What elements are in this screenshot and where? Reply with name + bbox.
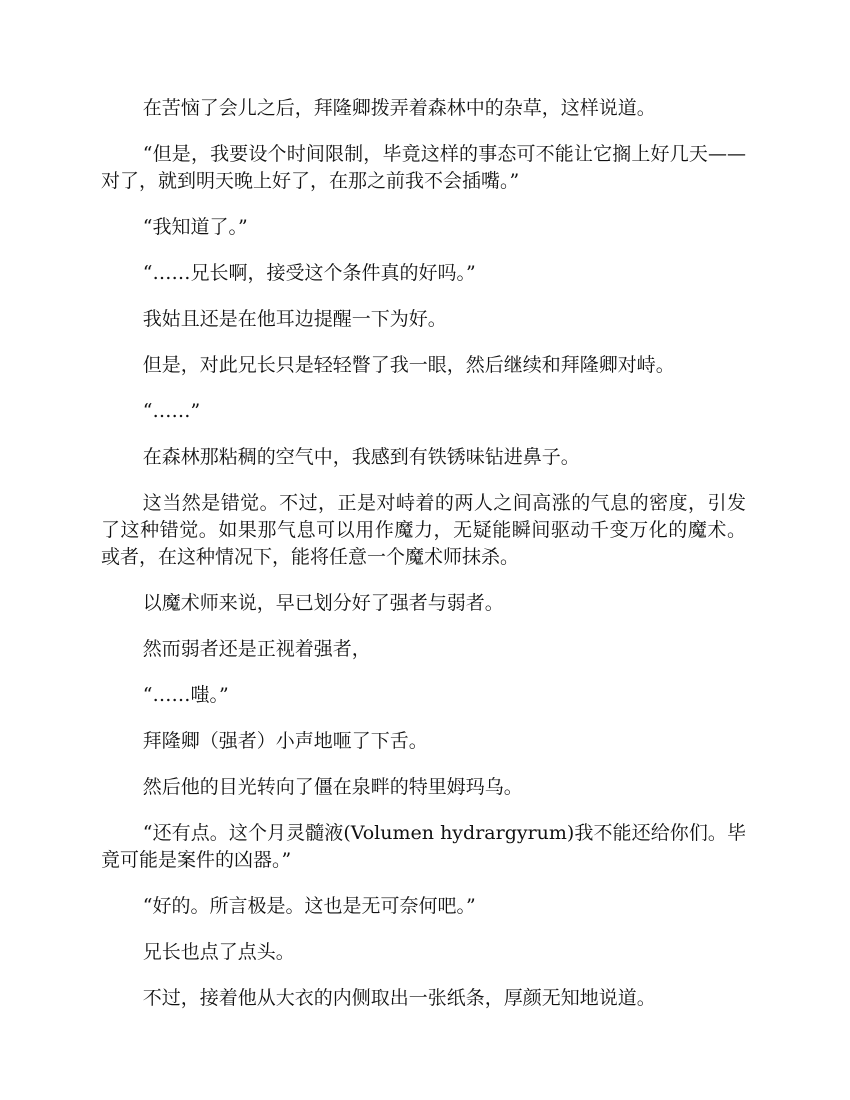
- paragraph-6: 但是，对此兄长只是轻轻瞥了我一眼，然后继续和拜隆卿对峙。: [142, 354, 675, 376]
- paragraph-10: 以魔术师来说，早已划分好了强者与弱者。: [142, 592, 504, 614]
- paragraph-9: 这当然是错觉。不过，正是对峙着的两人之间高涨的气息的密度，引发了这种错觉。如果那气息可以用作魔力，无疑能瞬间驱动千变万化的魔术。或者，在这种情况下，能将任意一个魔术师抹杀。: [101, 492, 746, 568]
- paragraph-11: 然而弱者还是正视着强者，: [142, 638, 371, 660]
- text-body: [101, 95, 746, 1031]
- paragraph-13: 拜隆卿（强者）小声地咂了下舌。: [142, 730, 428, 752]
- paragraph-8: 在森林那粘稠的空气中，我感到有铁锈味钻进鼻子。: [142, 446, 580, 468]
- paragraph-2: “但是，我要设个时间限制，毕竟这样的事态可不能让它搁上好几天——对了，就到明天晚上好了，在那之前我不会插嘴。”: [101, 143, 746, 192]
- paragraph-3: “我知道了。”: [142, 216, 248, 238]
- paragraph-17: 兄长也点了点头。: [142, 941, 295, 963]
- paragraph-14: 然后他的目光转向了僵在泉畔的特里姆玛乌。: [142, 776, 523, 798]
- paragraph-7: “……”: [142, 400, 201, 422]
- paragraph-12: “……嗤。”: [142, 684, 229, 706]
- paragraph-4: “……兄长啊，接受这个条件真的好吗。”: [142, 262, 476, 284]
- paragraph-5: 我姑且还是在他耳边提醒一下为好。: [142, 308, 447, 330]
- paragraph-18: 不过，接着他从大衣的内侧取出一张纸条，厚颜无知地说道。: [142, 987, 656, 1009]
- paragraph-1: 在苦恼了会儿之后，拜隆卿拨弄着森林中的杂草，这样说道。: [142, 97, 656, 119]
- paragraph-15: “还有点。这个月灵髓液(Volumen hydrargyrum)我不能还给你们。毕竟可能是案件的凶器。”: [101, 822, 746, 871]
- paragraph-16: “好的。所言极是。这也是无可奈何吧。”: [142, 895, 476, 917]
